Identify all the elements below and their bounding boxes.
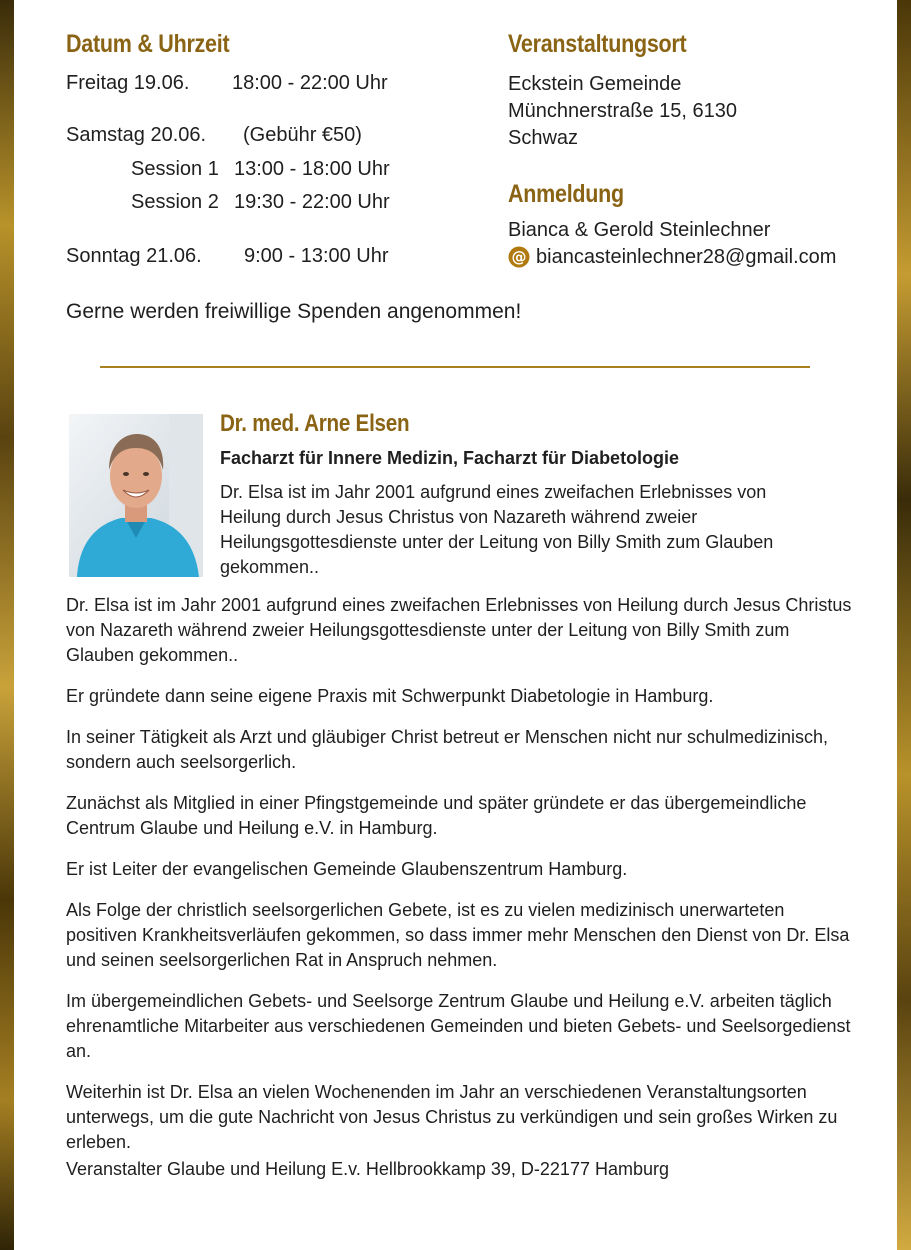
speaker-intro-line: Heilung durch Jesus Christus von Nazareth während zweier <box>220 507 698 527</box>
bio-paragraph: Dr. Elsa ist im Jahr 2001 aufgrund eines zweifachen Erlebnisses von Heilung durch Jesus Christus von Nazareth während zweier Heilungsgottesdienste unter der Leitung von Billy Smith zum Glauben gekommen.. <box>66 595 852 665</box>
section-divider <box>100 366 810 368</box>
organizer-line: Veranstalter Glaube und Heilung E.v. Hellbrookkamp 39, D-22177 Hamburg <box>66 1159 669 1179</box>
speaker-photo <box>69 414 203 577</box>
sunday-day: Sonntag 21.06. <box>66 245 202 267</box>
bio-paragraph: Im übergemeindlichen Gebets- und Seelsorge Zentrum Glaube und Heilung e.V. arbeiten täglich ehrenamtliche Mitarbeiter aus verschiedenen Gemeinden und bieten Gebets- und Seelsorgedienst an. <box>66 991 851 1061</box>
decorative-left-border <box>0 0 14 1250</box>
saturday-fee: (Gebühr €50) <box>243 124 362 146</box>
venue-line2: Münchnerstraße 15, 6130 <box>508 100 738 122</box>
bio-paragraph: In seiner Tätigkeit als Arzt und gläubiger Christ betreut er Menschen nicht nur schulmedizinisch, sondern auch seelsorgerlich. <box>66 727 829 772</box>
registration-heading: Anmeldung <box>508 180 624 208</box>
speaker-intro <box>220 480 773 580</box>
venue-line3: Schwaz <box>508 127 579 149</box>
registration-email-link[interactable]: biancasteinlechner28@gmail.com <box>536 246 837 268</box>
friday-time: 18:00 - 22:00 Uhr <box>232 72 388 94</box>
svg-text:@: @ <box>511 248 527 266</box>
bio-paragraph: Zunächst als Mitglied in einer Pfingstgemeinde und später gründete er das übergemeindliche Centrum Glaube und Heilung e.V. in Hamburg. <box>66 793 807 838</box>
speaker-intro-line: Dr. Elsa ist im Jahr 2001 aufgrund eines zweifachen Erlebnisses von <box>220 482 767 502</box>
saturday-day: Samstag 20.06. <box>66 124 207 146</box>
speaker-title: Facharzt für Innere Medizin, Facharzt für Diabetologie <box>220 448 680 468</box>
bio-paragraph: Weiterhin ist Dr. Elsa an vielen Wochenenden im Jahr an verschiedenen Veranstaltungsorten unterwegs, um die gute Nachricht von Jesus Christus zu verkündigen und sein großes Wirken zu erleben. <box>66 1082 838 1152</box>
at-sign-icon <box>508 246 530 268</box>
friday-day: Freitag 19.06. <box>66 72 190 94</box>
sunday-time: 9:00 - 13:00 Uhr <box>244 245 389 267</box>
venue-heading: Veranstaltungsort <box>508 30 687 58</box>
session2-label: Session 2 <box>131 191 219 213</box>
registration-names: Bianca & Gerold Steinlechner <box>508 219 771 241</box>
session1-time: 13:00 - 18:00 Uhr <box>234 158 390 180</box>
bio-paragraph: Er ist Leiter der evangelischen Gemeinde Glaubenszentrum Hamburg. <box>66 859 628 879</box>
speaker-name: Dr. med. Arne Elsen <box>220 410 410 437</box>
speaker-intro-line: Heilungsgottesdienste unter der Leitung von Billy Smith zum Glauben <box>220 532 774 552</box>
session2-time: 19:30 - 22:00 Uhr <box>234 191 390 213</box>
donation-note: Gerne werden freiwillige Spenden angenommen! <box>66 300 522 323</box>
decorative-right-border <box>897 0 911 1250</box>
session1-label: Session 1 <box>131 158 219 180</box>
bio-paragraph: Er gründete dann seine eigene Praxis mit Schwerpunkt Diabetologie in Hamburg. <box>66 686 714 706</box>
flyer-sheet <box>14 0 897 1250</box>
bio-paragraph: Als Folge der christlich seelsorgerlichen Gebete, ist es zu vielen medizinisch unerwarteten positiven Krankheitsverläufen gekommen, so dass immer mehr Menschen den Dienst von Dr. Elsa und seinen seelsorgerlichen Rat in Anspruch nehmen. <box>66 900 850 970</box>
biography <box>66 593 856 1182</box>
venue-line1: Eckstein Gemeinde <box>508 73 682 95</box>
speaker-intro-line: gekommen.. <box>220 557 320 577</box>
date-heading: Datum & Uhrzeit <box>66 30 230 58</box>
